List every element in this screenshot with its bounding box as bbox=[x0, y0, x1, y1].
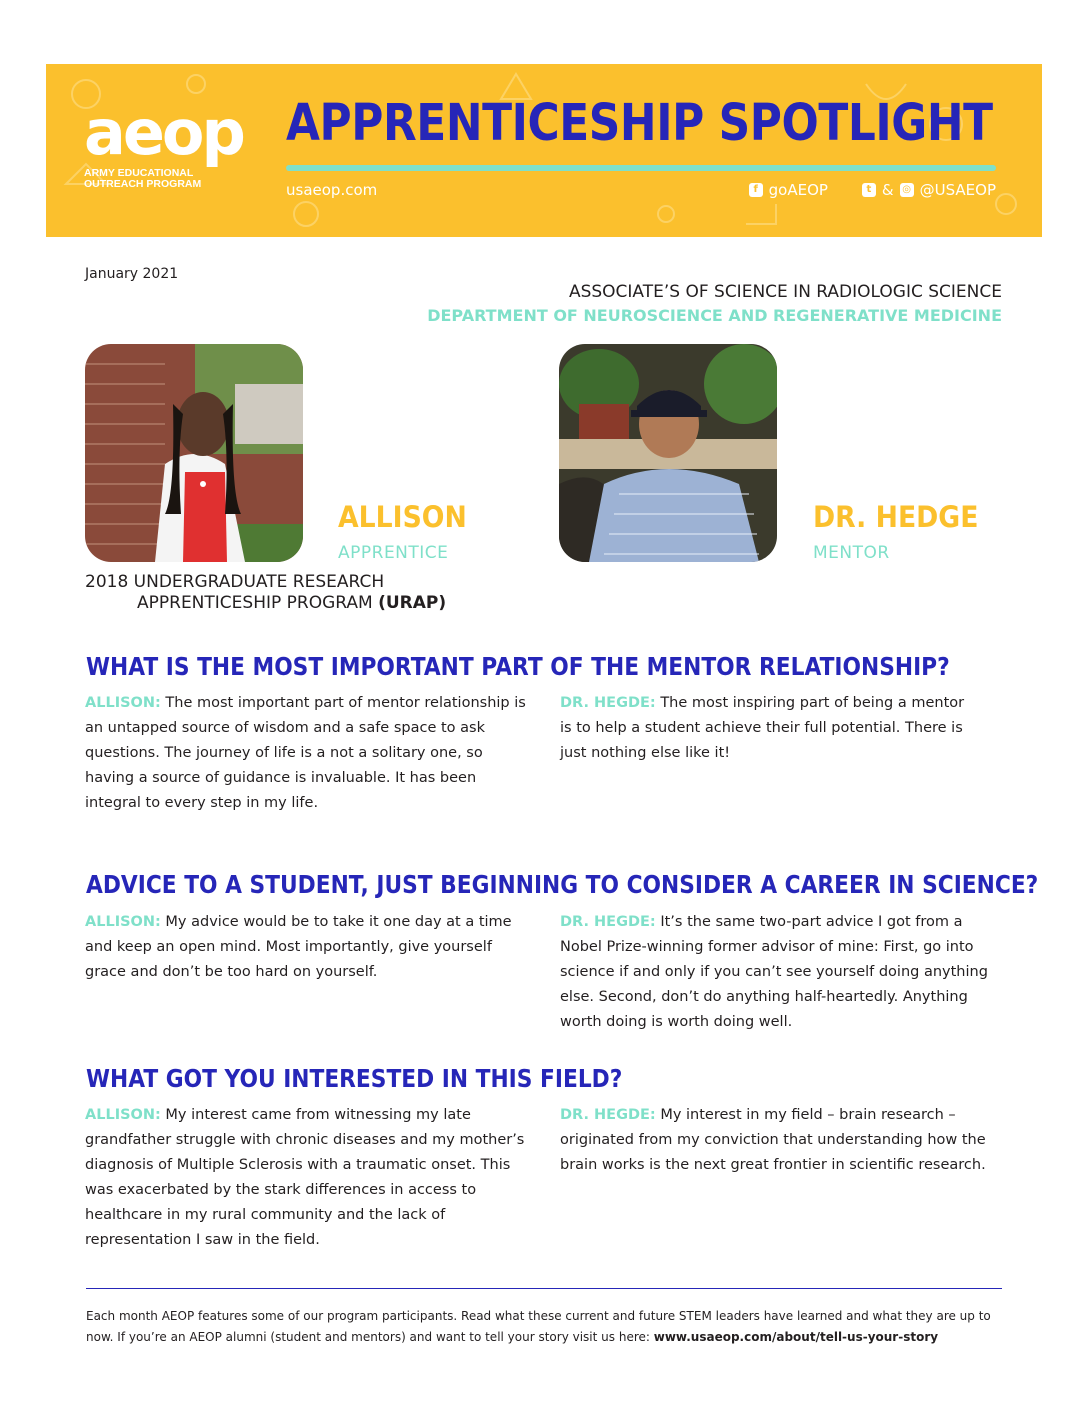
mentor-role: MENTOR bbox=[813, 543, 890, 563]
footer-divider bbox=[86, 1288, 1002, 1289]
mentor-name: DR. HEDGE bbox=[813, 500, 979, 534]
social-ampersand: & bbox=[881, 181, 894, 199]
page-title: APPRENTICESHIP SPOTLIGHT bbox=[286, 94, 993, 153]
question-3-mentor-answer bbox=[560, 1103, 1000, 1178]
footer-text: Each month AEOP features some of our program participants. Read what these current and future STEM leaders have learned and what they are up to now. If you’re an AEOP alumni (student and mentors) and want to tell your story visit us here: bbox=[86, 1309, 991, 1344]
logo-subtitle-line2: OUTREACH PROGRAM bbox=[84, 178, 202, 190]
apprentice-role: APPRENTICE bbox=[338, 543, 449, 563]
apprentice-answer-text: The most important part of mentor relationship is an untapped source of wisdom and a safe space to ask questions. The journey of life is a not a solitary one, so having a source of guidance is invaluable. It has been integral to every step in my life. bbox=[85, 695, 526, 811]
program-line2 bbox=[85, 593, 446, 614]
degree-title: ASSOCIATE’S OF SCIENCE IN RADIOLOGIC SCIENCE bbox=[568, 282, 1002, 302]
logo-subtitle-line1: ARMY EDUCATIONAL bbox=[84, 167, 194, 179]
facebook-handle[interactable]: goAEOP bbox=[768, 181, 828, 199]
apprentice-photo-image bbox=[85, 344, 303, 562]
question-3-heading: WHAT GOT YOU INTERESTED IN THIS FIELD? bbox=[86, 1064, 623, 1093]
apprentice-answer-text: My interest came from witnessing my late grandfather struggle with chronic diseases and my mother’s diagnosis of Multiple Sclerosis with a traumatic onset. This was exacerbated by the stark differences in access to healthcare in my rural community and the lack of representation I saw in the field. bbox=[85, 1107, 525, 1248]
social-links bbox=[749, 181, 996, 199]
apprentice-label: ALLISON: bbox=[85, 695, 161, 711]
question-3-apprentice-answer bbox=[85, 1103, 530, 1253]
instagram-icon[interactable]: ◎ bbox=[900, 183, 914, 197]
mentor-answer-text: The most inspiring part of being a mentor is to help a student achieve their full potential. There is just nothing else like it! bbox=[560, 695, 965, 761]
twitter-icon[interactable]: t bbox=[862, 183, 876, 197]
footer-link[interactable]: www.usaeop.com/about/tell-us-your-story bbox=[653, 1330, 939, 1344]
apprentice-photo bbox=[85, 344, 303, 562]
department-title: DEPARTMENT OF NEUROSCIENCE AND REGENERATIVE MEDICINE bbox=[427, 306, 1002, 325]
program-name: APPRENTICESHIP PROGRAM bbox=[137, 593, 373, 613]
issue-date: January 2021 bbox=[85, 266, 179, 282]
website-link[interactable]: usaeop.com bbox=[286, 181, 378, 199]
social-handle[interactable]: @USAEOP bbox=[919, 181, 996, 199]
mentor-label: DR. HEGDE: bbox=[560, 914, 656, 930]
logo-subtitle bbox=[84, 168, 264, 190]
mentor-photo-image bbox=[559, 344, 777, 562]
apprentice-label: ALLISON: bbox=[85, 914, 161, 930]
program-line1: 2018 UNDERGRADUATE RESEARCH bbox=[85, 572, 385, 592]
question-2-heading: ADVICE TO A STUDENT, JUST BEGINNING TO CONSIDER A CAREER IN SCIENCE? bbox=[86, 870, 1039, 899]
apprentice-program bbox=[85, 572, 446, 614]
header-banner bbox=[46, 64, 1042, 237]
mentor-answer-text: My interest in my field – brain research – originated from my conviction that understanding how the brain works is the next great frontier in scientific research. bbox=[560, 1107, 986, 1173]
mentor-label: DR. HEGDE: bbox=[560, 695, 656, 711]
question-2-apprentice-answer bbox=[85, 910, 530, 985]
question-2-mentor-answer bbox=[560, 910, 1000, 1035]
apprentice-answer-text: My advice would be to take it one day at a time and keep an open mind. Most importantly, give yourself grace and don’t be too hard on yourself. bbox=[85, 914, 512, 980]
mentor-answer-text: It’s the same two-part advice I got from a Nobel Prize-winning former advisor of mine: First, go into science if and only if you can’t see yourself doing anything else. Second, don’t do anything half-heartedly. Anything worth doing is worth doing well. bbox=[560, 914, 988, 1030]
mentor-photo bbox=[559, 344, 777, 562]
logo-wordmark: aeop bbox=[84, 96, 243, 169]
apprentice-name: ALLISON bbox=[338, 500, 467, 534]
title-underline bbox=[286, 165, 996, 171]
aeop-logo[interactable] bbox=[84, 96, 264, 202]
mentor-label: DR. HEGDE: bbox=[560, 1107, 656, 1123]
footer-note bbox=[86, 1306, 1016, 1348]
question-1-apprentice-answer bbox=[85, 691, 535, 816]
program-abbreviation: (URAP) bbox=[378, 593, 447, 613]
question-1-mentor-answer bbox=[560, 691, 980, 766]
apprentice-label: ALLISON: bbox=[85, 1107, 161, 1123]
facebook-icon[interactable]: f bbox=[749, 183, 763, 197]
question-1-heading: WHAT IS THE MOST IMPORTANT PART OF THE MENTOR RELATIONSHIP? bbox=[86, 652, 950, 681]
